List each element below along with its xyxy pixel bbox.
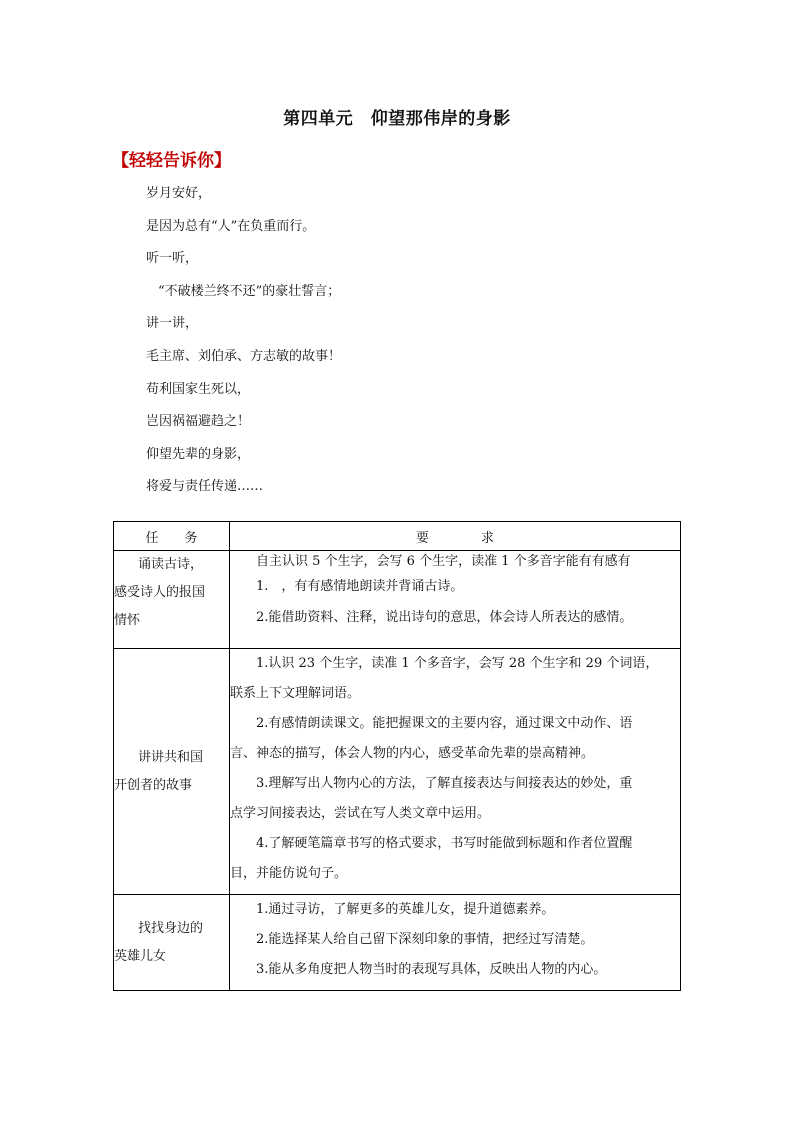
task-text: 情怀: [114, 613, 141, 628]
task-cell: [114, 551, 230, 649]
task-text: 英雄儿女: [114, 948, 167, 964]
task-cell: [114, 649, 230, 895]
requirement-text: 1. ，有有感情地朗读并背诵古诗。: [256, 579, 464, 594]
poem-line: 讲一讲，: [146, 316, 199, 332]
task-text: 诵读古诗，: [138, 557, 204, 572]
requirements-cell: [230, 649, 681, 895]
poem-line: 岂因祸福避趋之！: [146, 414, 251, 430]
task-cell: [114, 895, 230, 991]
poem-line: “不破楼兰终不还”的豪壮誓言；: [158, 283, 341, 299]
requirement-text: 目，并能仿说句子。: [230, 866, 348, 881]
poem-line: 苟利国家生死以，: [146, 381, 251, 397]
requirement-text: 1.通过寻访，了解更多的英雄儿女，提升道德素养。: [256, 902, 555, 917]
requirement-text: 4.了解硬笔篇章书写的格式要求，书写时能做到标题和作者位置醒: [256, 836, 633, 851]
poem-line: 听一听，: [146, 251, 199, 267]
requirement-text: 2.能选择某人给自己留下深刻印象的事情，把经过写清楚。: [256, 932, 594, 947]
requirement-text: 1.认识 23 个生字，读准 1 个多音字，会写 28 个生字和 29 个词语，: [256, 656, 659, 671]
poem: [146, 184, 341, 510]
table-row: [114, 551, 681, 649]
header-task: 任 务: [114, 522, 230, 551]
task-table: [113, 521, 681, 991]
requirement-text: 2.能借助资料、注释，说出诗句的意思，体会诗人所表达的感情。: [256, 610, 633, 625]
task-text: 开创者的故事: [114, 777, 193, 793]
task-text: 讲讲共和国: [138, 749, 204, 765]
header-requirements: 要 求: [230, 522, 681, 551]
requirement-text: 言、神态的描写，体会人物的内心，感受革命先辈的崇高精神。: [230, 746, 595, 761]
poem-line: 是因为总有“人”在负重而行。: [146, 218, 316, 234]
poem-line: 将爱与责任传递……: [146, 479, 264, 495]
page-title: 第四单元 仰望那伟岸的身影: [283, 109, 511, 129]
requirements-cell: [230, 895, 681, 991]
task-text: 找找身边的: [138, 920, 204, 936]
poem-line: 岁月安好，: [146, 186, 212, 201]
task-text: 感受诗人的报国: [114, 585, 206, 600]
requirement-text: 点学习间接表达，尝试在写人类文章中运用。: [230, 806, 491, 821]
section-heading: 【轻轻告诉你】: [112, 151, 231, 171]
table-header-row: [114, 522, 681, 551]
requirement-text: 联系上下文理解词语。: [230, 686, 361, 701]
requirement-text: 自主认识 5 个生字，会写 6 个生字，读准 1 个多音字能有有感有: [256, 554, 631, 569]
table-row: [114, 895, 681, 991]
requirements-cell: [230, 551, 681, 649]
requirement-text: 3.理解写出人物内心的方法，了解直接表达与间接表达的妙处，重: [256, 776, 633, 791]
poem-line: 毛主席、刘伯承、方志敏的故事！: [146, 348, 342, 364]
poem-line: 仰望先辈的身影，: [146, 446, 251, 462]
table-row: [114, 649, 681, 895]
requirement-text: 2.有感情朗读课文。能把握课文的主要内容，通过课文中动作、语: [256, 716, 633, 731]
requirement-text: 3.能从多角度把人物当时的表现写具体，反映出人物的内心。: [256, 962, 607, 977]
